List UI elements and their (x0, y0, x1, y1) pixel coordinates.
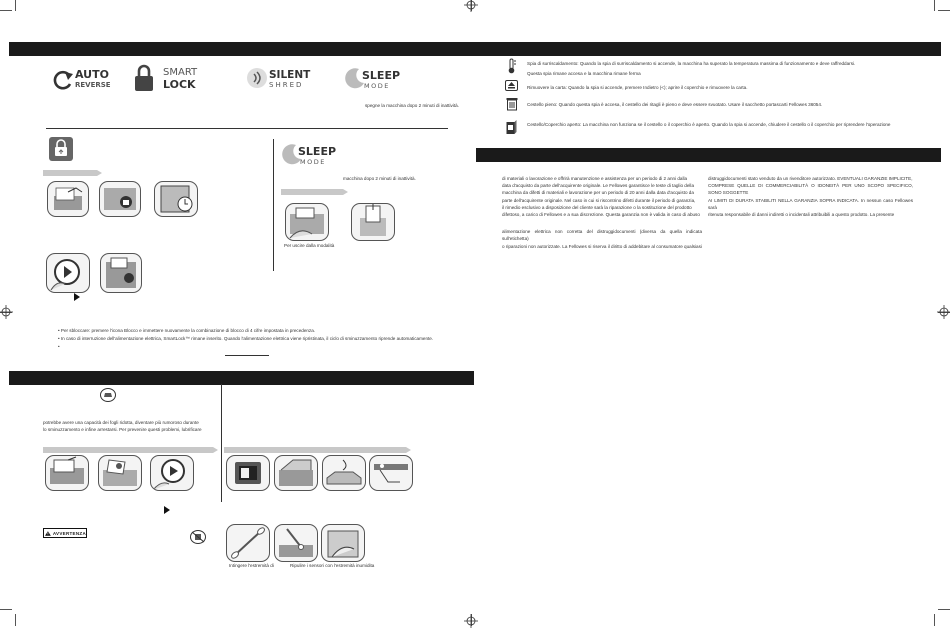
registration-mark-icon (464, 0, 478, 12)
step-image-press-lock (99, 181, 141, 217)
sleep-mode-logo (344, 66, 404, 94)
maintenance-text: lo sminuzzamento e infine arrestarsi. Per prevenire questi problemi, lubrificare (43, 427, 202, 432)
warranty-line: AI LIMITI DI DURATA STABILITI NELLA GARANZIA SOPRA INDICATA. In nessun caso Fellowes sarà (708, 197, 913, 210)
column-separator (221, 384, 222, 502)
warranty-line: o riparazioni non autorizzate. La Fellowes si riserva il diritto di addebitare al consumatore qualsiasi (502, 243, 702, 249)
step-image-press-play (46, 253, 90, 293)
lock-logo-word: LOCK (163, 78, 196, 91)
step-image-cotton-swab (226, 524, 270, 562)
status-overheat-text: Spia di surriscaldamento: Quando la spia di surriscaldamento si accende, la macchina ha superato la temperatura massima di funzionamento e deve raffreddarsi. (527, 61, 856, 66)
step-image-insert-paper (47, 181, 89, 217)
step-image-power-switch (226, 455, 270, 491)
step-image-wake-paper (351, 203, 395, 241)
step-image-shredding (100, 253, 142, 293)
paper-jam-icon (505, 80, 518, 91)
warranty-line: difettoso, a carico di Fellowes e a sua discrezione. Questa garanzia non è valida in caso di abuso (502, 212, 700, 218)
crop-mark (0, 10, 12, 11)
step-bar-lock (43, 170, 97, 176)
divider-line (46, 128, 448, 129)
registration-mark-icon (0, 305, 13, 319)
warranty-line: ritenuta responsabile di danni indiretti o incidentali attribuibili a questo prodotto. La presente (708, 212, 895, 218)
sleep-logo-word: SLEEP (362, 69, 401, 82)
warning-label-text: AVVERTENZA (52, 530, 86, 536)
reverse-arrow-icon (52, 69, 74, 91)
crop-mark (0, 609, 12, 610)
warranty-line: di materiali o lavorazione e offrirà manutenzione e assistenza per un periodo di 2 anni dalla (502, 176, 688, 181)
shred-logo-word: SHRED (269, 81, 304, 89)
warranty-line: parte dell'acquirente originale. Nel caso in cui si riscontrino difetti durante il periodo di garanzia, (502, 197, 696, 203)
bin-open-icon (506, 119, 517, 135)
section-header-bar (9, 371, 474, 385)
silent-wave-icon (246, 66, 268, 90)
status-bin-full-text: Cestello pieno: Quando questa spia è accesa, il cestello dei ritagli è pieno e deve essere svuotato. Usare il sacchetto portascarti Fellowes 36054. (527, 102, 823, 107)
auto-logo-word: AUTO (75, 68, 109, 81)
smartlock-note: • (58, 344, 60, 349)
registration-mark-icon (937, 305, 950, 319)
step-bar-oil (43, 447, 213, 453)
status-remove-paper-text: Rimuovere la carta: Quando la spia si accende, premere Indietro (<); aprire il coperchio e rimuovere la carta. (527, 85, 748, 90)
sleep-box-text: macchina dopo 2 minuti di inattività. (343, 176, 416, 181)
step-image-oil-feed (45, 455, 89, 491)
sleep-intro-tail: spegne la macchina dopo 2 minuti di inattività. (365, 103, 459, 108)
step-image-oil-play (150, 455, 194, 491)
step-image-sensor-close (321, 524, 365, 562)
warranty-left-column (502, 175, 702, 250)
step-image-open-lid (274, 455, 318, 491)
play-arrow-icon (164, 506, 170, 514)
crop-mark (938, 609, 950, 610)
crop-mark (15, 614, 16, 626)
smartlock-note: • In caso di interruzione dell'alimentazione elettrica, SmartLock™ rimane inserito. Quando l'alimentazione elettrica viene ripristinata, il ciclo di sminuzzamento riprende automaticamente. (58, 336, 434, 341)
step-image-oil-sheet (98, 455, 142, 491)
warranty-line: distruggidocumenti stato venduto da un rivenditore autorizzato. EVENTUALI GARANZIE IMPLICITE, (708, 176, 913, 181)
play-arrow-icon (74, 293, 80, 301)
warranty-line: data d'acquisto da parte dell'acquirente originale. Le Fellowes garantisce le teste di taglio della (502, 183, 695, 189)
smart-logo-word: SMART (163, 67, 198, 78)
padlock-icon (134, 64, 154, 92)
status-overheat-text-2: Questa spia rimane accesa e la macchina rimane ferma (527, 71, 641, 76)
overheat-icon (507, 58, 517, 74)
bin-full-icon (506, 97, 518, 111)
section-header-bar (9, 42, 941, 56)
mode-logo-word: MODE (300, 158, 326, 166)
section-header-bar (476, 148, 941, 162)
smartlock-button-icon (49, 137, 73, 161)
no-aerosol-icon (190, 530, 206, 544)
warranty-line: il rimedio esclusivo a disposizione del cliente sarà la riparazione o la sostituzione del prodotto (502, 204, 692, 210)
silent-shred-logo (246, 66, 326, 94)
smart-lock-logo (134, 64, 206, 94)
maintenance-text: potrebbe avere una capacità dei fogli ridotta, diventare più rumoroso durante (43, 420, 199, 425)
warranty-line: alimentazione elettrica non corretta del distruggidocumenti (diversa da quella indicata sull'etichetta) (502, 229, 702, 242)
underline-mark (225, 355, 269, 356)
sleep-logo-word: SLEEP (298, 145, 337, 158)
silent-logo-word: SILENT (269, 69, 311, 81)
warranty-line: macchina da difetti di materiali e lavorazione per un periodo di 20 anni dalla data d'acquisto da (502, 190, 694, 196)
sensor-caption: Intingere l'estremità di (229, 563, 274, 568)
smartlock-note: • Per sbloccare: premere l'icona Blocco e immettere nuovamente la combinazione di blocco di 4 cifre impostata in precedenza. (58, 328, 316, 333)
status-bin-open-text: Cestello/Coperchio aperto: La macchina non funziona se il cestello o il coperchio è aperto. Quando la spia si accende, chiudere il cestello o il coperchio per riprendere l'operazione (527, 122, 891, 127)
step-image-wake-button (285, 203, 329, 241)
warranty-line: COMPRESE QUELLE DI COMMERCIABILITÀ O IDONEITÀ PER UNO SCOPO SPECIFICO, SONO SOGGETTE (708, 183, 913, 196)
warranty-right-column (708, 175, 913, 218)
crop-mark (15, 0, 16, 11)
step-image-timer (154, 181, 198, 217)
column-separator (273, 139, 274, 271)
crop-mark (934, 0, 935, 11)
sensor-caption: Ripulire i sensori con l'estremità inumidita (290, 563, 375, 568)
step-bar-clean (224, 447, 406, 453)
warning-label (43, 528, 87, 538)
mode-logo-word: MODE (364, 82, 390, 90)
sleep-box-caption: Per uscire dalla modalità (284, 243, 335, 248)
auto-reverse-logo (52, 66, 122, 94)
step-image-clean-top (322, 455, 366, 491)
step-image-clean-blade (369, 455, 413, 491)
step-image-wipe-sensor (274, 524, 318, 562)
warning-triangle-icon (45, 530, 51, 537)
warranty-line (502, 218, 702, 228)
crop-mark (934, 614, 935, 626)
reverse-logo-word: REVERSE (75, 81, 111, 89)
crop-mark (938, 10, 950, 11)
step-bar-wake (281, 189, 343, 195)
sleep-mode-box-logo (281, 142, 341, 170)
oil-bottle-icon (100, 388, 116, 402)
